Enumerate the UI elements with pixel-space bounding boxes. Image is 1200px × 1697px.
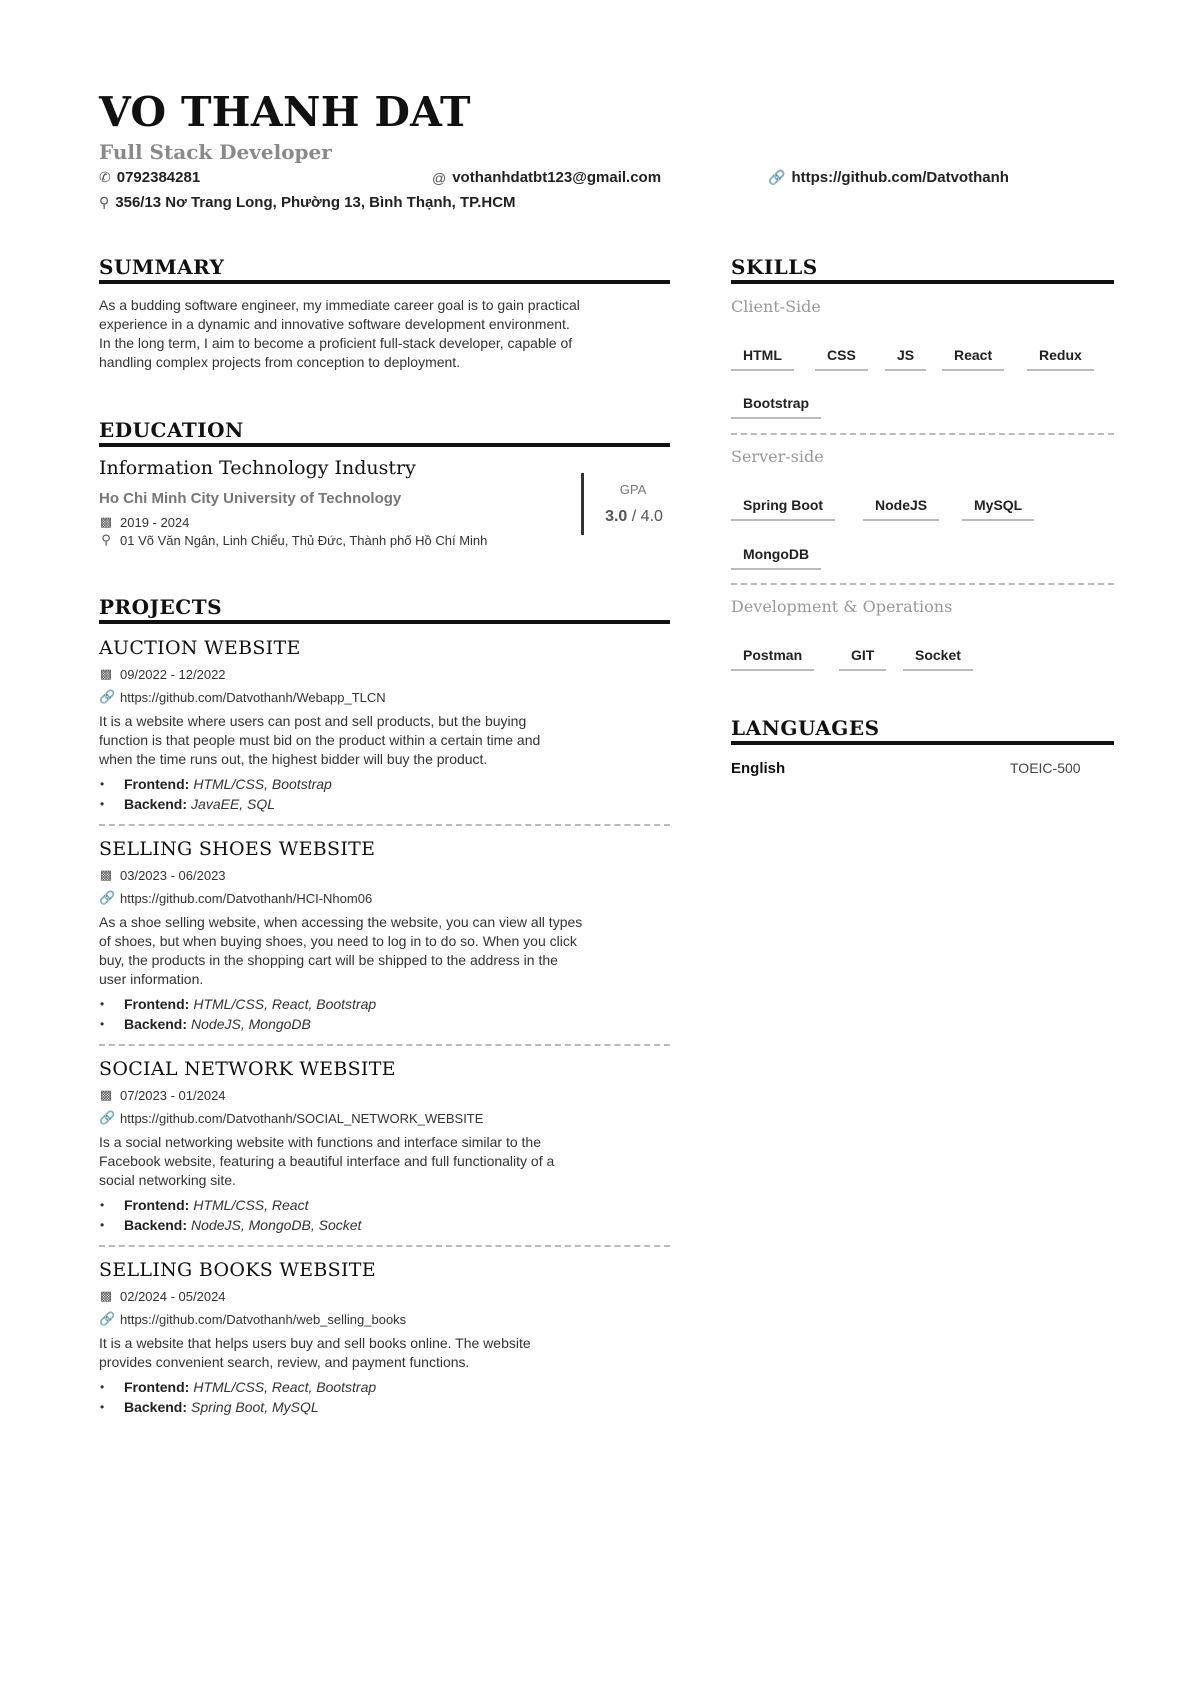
- summary-text: [99, 296, 580, 372]
- frontend-label: Frontend:: [124, 1379, 190, 1395]
- languages-heading: LANGUAGES: [731, 716, 880, 740]
- at-icon: @: [432, 169, 447, 186]
- gpa-divider: [581, 473, 584, 535]
- project-link-text[interactable]: https://github.com/Datvothanh/HCI-Nhom06: [120, 890, 373, 906]
- project-link[interactable]: [99, 1110, 483, 1126]
- list-item: [99, 1215, 361, 1235]
- project-divider: [99, 824, 670, 826]
- calendar-icon: ▩: [99, 1087, 113, 1102]
- skill-tag: CSS: [815, 341, 868, 371]
- calendar-icon: ▩: [99, 867, 113, 882]
- education-school: Ho Chi Minh City University of Technology: [99, 490, 402, 507]
- project-title: SELLING BOOKS WEBSITE: [99, 1259, 376, 1281]
- skill-tag: MongoDB: [731, 540, 821, 570]
- education-location: [99, 532, 487, 548]
- summary-line: In the long term, I aim to become a proficient full-stack developer, capable of: [99, 335, 573, 351]
- list-item: [99, 994, 376, 1014]
- calendar-icon: ▩: [99, 666, 113, 681]
- list-item: [99, 774, 332, 794]
- backend-value: Spring Boot, MySQL: [191, 1399, 319, 1415]
- description-line: buy, the products in the shopping cart will be shipped to the address in the: [99, 952, 558, 968]
- summary-rule: [99, 280, 670, 284]
- education-rule: [99, 443, 670, 447]
- calendar-icon: ▩: [99, 514, 113, 529]
- bullet-icon: •: [100, 1218, 105, 1232]
- project-tech-list: [99, 1195, 361, 1235]
- skill-group-divider: [731, 583, 1114, 585]
- project-link[interactable]: [99, 689, 386, 705]
- project-divider: [99, 1044, 670, 1046]
- calendar-icon: ▩: [99, 1288, 113, 1303]
- link-icon: 🔗: [99, 689, 116, 704]
- bullet-icon: •: [100, 1198, 105, 1212]
- gpa-score: 3.0: [605, 508, 628, 525]
- list-item: [99, 1014, 376, 1034]
- project-period: [99, 666, 226, 682]
- address-contact: [99, 194, 516, 211]
- projects-rule: [99, 620, 670, 624]
- phone-number: 0792384281: [116, 169, 201, 186]
- skill-group-title: Server-side: [731, 447, 824, 466]
- project-period-text: 02/2024 - 05/2024: [120, 1288, 226, 1304]
- language-name: English: [731, 760, 786, 777]
- backend-label: Backend:: [124, 1016, 188, 1032]
- phone-contact: [99, 169, 200, 186]
- skill-group-title: Development & Operations: [731, 597, 953, 616]
- link-icon: 🔗: [768, 169, 786, 185]
- project-title: SELLING SHOES WEBSITE: [99, 838, 376, 860]
- candidate-name: VO THANH DAT: [99, 88, 471, 136]
- email-contact[interactable]: [432, 169, 661, 186]
- skill-tag: MySQL: [962, 491, 1034, 521]
- backend-label: Backend:: [124, 1399, 188, 1415]
- project-period-text: 07/2023 - 01/2024: [120, 1087, 226, 1103]
- backend-label: Backend:: [124, 1217, 188, 1233]
- bullet-icon: •: [100, 1380, 105, 1394]
- skills-rule: [731, 280, 1114, 284]
- skill-group-title: Client-Side: [731, 297, 821, 316]
- list-item: [99, 1397, 376, 1417]
- project-period-text: 09/2022 - 12/2022: [120, 666, 226, 682]
- frontend-label: Frontend:: [124, 776, 190, 792]
- frontend-value: HTML/CSS, Bootstrap: [193, 776, 332, 792]
- list-item: [99, 1195, 361, 1215]
- project-period: [99, 1087, 226, 1103]
- candidate-role: Full Stack Developer: [99, 140, 332, 164]
- bullet-icon: •: [100, 1017, 105, 1031]
- skill-tag: HTML: [731, 341, 794, 371]
- frontend-value: HTML/CSS, React, Bootstrap: [193, 996, 377, 1012]
- projects-heading: PROJECTS: [99, 595, 223, 619]
- project-description: [99, 1133, 554, 1190]
- skills-heading: SKILLS: [731, 255, 818, 279]
- frontend-value: HTML/CSS, React: [193, 1197, 309, 1213]
- backend-value: JavaEE, SQL: [191, 796, 276, 812]
- description-line: social networking site.: [99, 1172, 236, 1188]
- bullet-icon: •: [100, 997, 105, 1011]
- project-tech-list: [99, 1377, 376, 1417]
- description-line: provides convenient search, review, and payment functions.: [99, 1354, 470, 1370]
- project-tech-list: [99, 774, 332, 814]
- project-title: SOCIAL NETWORK WEBSITE: [99, 1058, 396, 1080]
- skill-tag: NodeJS: [863, 491, 939, 521]
- description-line: when the time runs out, the highest bidder will buy the product.: [99, 751, 488, 767]
- skill-tag: Bootstrap: [731, 389, 821, 419]
- description-line: user information.: [99, 971, 204, 987]
- description-line: function is that people must bid on the product within a certain time and: [99, 732, 541, 748]
- project-tech-list: [99, 994, 376, 1034]
- address-text: 356/13 Nơ Trang Long, Phường 13, Bình Thạnh, TP.HCM: [115, 194, 516, 211]
- education-period-text: 2019 - 2024: [120, 514, 190, 530]
- frontend-value: HTML/CSS, React, Bootstrap: [193, 1379, 377, 1395]
- languages-rule: [731, 741, 1114, 745]
- description-line: Facebook website, featuring a beautiful interface and full functionality of a: [99, 1153, 555, 1169]
- language-level: TOEIC-500: [1010, 760, 1081, 776]
- skill-tag: GIT: [839, 641, 886, 671]
- education-degree: Information Technology Industry: [99, 457, 416, 479]
- project-link-text[interactable]: https://github.com/Datvothanh/SOCIAL_NETWORK_WEBSITE: [120, 1110, 484, 1126]
- summary-heading: SUMMARY: [99, 255, 225, 279]
- project-period: [99, 1288, 226, 1304]
- skill-tag: Socket: [903, 641, 973, 671]
- project-divider: [99, 1245, 670, 1247]
- list-item: [99, 794, 332, 814]
- project-link[interactable]: [99, 890, 372, 906]
- phone-icon: ✆: [99, 169, 111, 185]
- skill-tag: Spring Boot: [731, 491, 835, 521]
- github-link[interactable]: https://github.com/Datvothanh: [791, 169, 1009, 186]
- project-description: [99, 1334, 531, 1372]
- description-line: As a shoe selling website, when accessing the website, you can view all types: [99, 914, 583, 930]
- email-link[interactable]: vothanhdatbt123@gmail.com: [452, 169, 662, 186]
- gpa-label: GPA: [619, 482, 647, 497]
- skill-tag: Redux: [1027, 341, 1094, 371]
- project-period: [99, 867, 226, 883]
- backend-label: Backend:: [124, 796, 188, 812]
- frontend-label: Frontend:: [124, 996, 190, 1012]
- link-icon: 🔗: [99, 890, 116, 905]
- education-heading: EDUCATION: [99, 418, 244, 442]
- list-item: [99, 1377, 376, 1397]
- pin-icon: ⚲: [99, 194, 110, 210]
- project-description: [99, 712, 540, 769]
- gpa-value: [590, 508, 678, 526]
- bullet-icon: •: [100, 1400, 105, 1414]
- backend-value: NodeJS, MongoDB: [191, 1016, 311, 1032]
- gpa-max: 4.0: [640, 508, 663, 525]
- description-line: It is a website where users can post and sell products, but the buying: [99, 713, 527, 729]
- project-period-text: 03/2023 - 06/2023: [120, 867, 226, 883]
- backend-value: NodeJS, MongoDB, Socket: [191, 1217, 362, 1233]
- summary-line: As a budding software engineer, my immediate career goal is to gain practical: [99, 297, 580, 313]
- skill-tag: React: [942, 341, 1004, 371]
- project-title: AUCTION WEBSITE: [99, 637, 301, 659]
- project-link[interactable]: [99, 1311, 406, 1327]
- summary-line: handling complex projects from conception to deployment.: [99, 354, 461, 370]
- education-location-text: 01 Võ Văn Ngân, Linh Chiểu, Thủ Đức, Thành phố Hồ Chí Minh: [120, 532, 488, 548]
- project-link-text[interactable]: https://github.com/Datvothanh/Webapp_TLCN: [120, 689, 386, 705]
- description-line: Is a social networking website with functions and interface similar to the: [99, 1134, 541, 1150]
- skill-group-divider: [731, 433, 1114, 435]
- summary-line: experience in a dynamic and innovative software development environment.: [99, 316, 570, 332]
- gpa-separator: /: [631, 508, 637, 525]
- description-line: It is a website that helps users buy and sell books online. The website: [99, 1335, 531, 1351]
- github-contact[interactable]: [768, 169, 1009, 186]
- bullet-icon: •: [100, 797, 105, 811]
- education-period: [99, 514, 189, 530]
- project-link-text[interactable]: https://github.com/Datvothanh/web_selling_books: [120, 1311, 407, 1327]
- skill-tag: JS: [885, 341, 926, 371]
- description-line: of shoes, but when buying shoes, you need to log in to do so. When you click: [99, 933, 577, 949]
- project-description: [99, 913, 582, 989]
- pin-icon: ⚲: [101, 532, 111, 547]
- link-icon: 🔗: [99, 1311, 116, 1326]
- frontend-label: Frontend:: [124, 1197, 190, 1213]
- bullet-icon: •: [100, 777, 105, 791]
- skill-tag: Postman: [731, 641, 814, 671]
- link-icon: 🔗: [99, 1110, 116, 1125]
